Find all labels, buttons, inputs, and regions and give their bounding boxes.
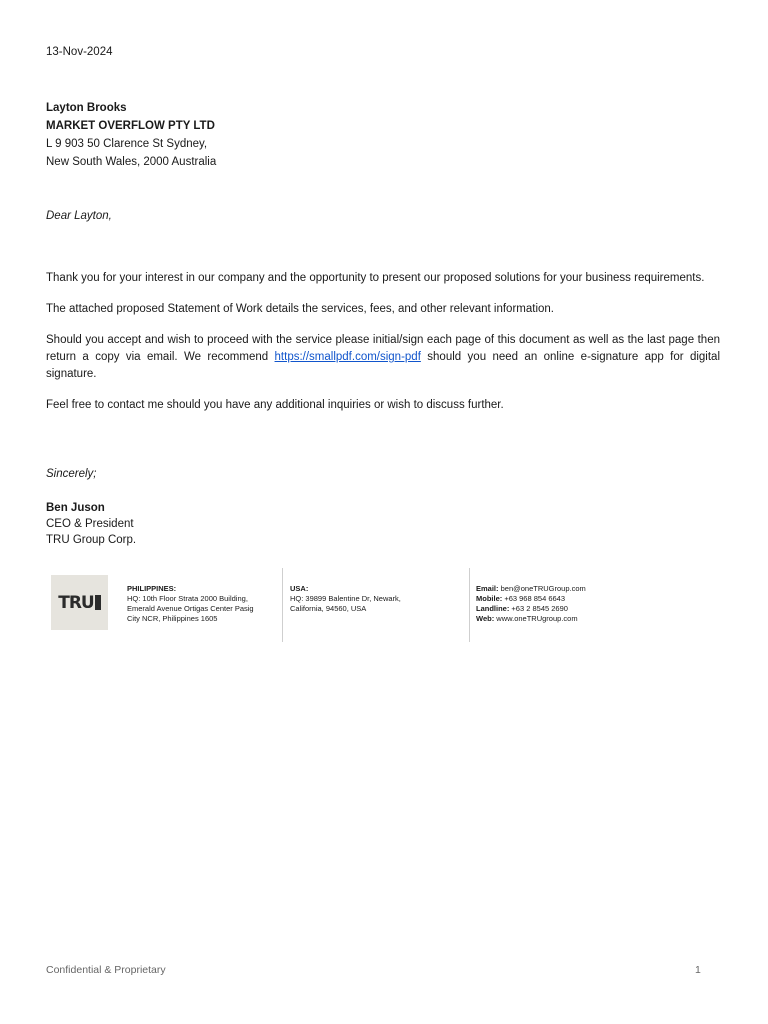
footer-divider bbox=[282, 568, 283, 642]
recipient-name: Layton Brooks bbox=[46, 102, 127, 114]
esignature-link[interactable]: https://smallpdf.com/sign-pdf bbox=[274, 351, 421, 363]
mobile-value: +63 968 854 6643 bbox=[502, 594, 566, 603]
paragraph-contact: Feel free to contact me should you have any additional inquiries or wish to discuss further. bbox=[46, 399, 504, 411]
philippines-heading: PHILIPPINES: bbox=[127, 584, 177, 593]
usa-address bbox=[290, 584, 440, 614]
recipient-address-line2: New South Wales, 2000 Australia bbox=[46, 156, 217, 168]
recipient-block bbox=[46, 99, 216, 171]
philippines-address bbox=[127, 584, 277, 624]
page-number: 1 bbox=[695, 964, 701, 976]
signature-block bbox=[46, 500, 136, 548]
paragraph-sow: The attached proposed Statement of Work details the services, fees, and other relevant information. bbox=[46, 303, 554, 315]
landline-label: Landline: bbox=[476, 604, 510, 613]
paragraph-sign-text-before: Should you accept and wish to proceed with the service please initial/sign each page of this document as well as the last page then return a copy via email. We recommend bbox=[46, 334, 720, 363]
mobile-label: Mobile: bbox=[476, 594, 503, 603]
contact-email bbox=[476, 584, 676, 594]
signer-company: TRU Group Corp. bbox=[46, 534, 137, 546]
contact-landline bbox=[476, 604, 676, 614]
web-value: www.oneTRUgroup.com bbox=[494, 614, 578, 623]
logo-tab-icon bbox=[95, 595, 101, 610]
philippines-line1: HQ: 10th Floor Strata 2000 Building, bbox=[127, 594, 248, 603]
signer-name: Ben Juson bbox=[46, 502, 105, 514]
paragraph-intro: Thank you for your interest in our company and the opportunity to present our proposed solutions for your business requirements. bbox=[46, 272, 705, 284]
letter-date: 13-Nov-2024 bbox=[46, 46, 113, 58]
company-footer bbox=[46, 568, 726, 644]
philippines-line2: Emerald Avenue Ortigas Center Pasig bbox=[127, 604, 254, 613]
usa-heading: USA: bbox=[290, 584, 309, 593]
philippines-line3: City NCR, Philippines 1605 bbox=[127, 614, 218, 623]
letter-body bbox=[46, 270, 720, 428]
contact-web bbox=[476, 614, 676, 624]
contact-info bbox=[476, 584, 676, 624]
paragraph-sign-text-after: should you need an online e-signature app for digital signature. bbox=[46, 351, 720, 380]
contact-mobile bbox=[476, 594, 676, 604]
salutation: Dear Layton, bbox=[46, 210, 112, 222]
closing: Sincerely; bbox=[46, 468, 97, 480]
tru-logo bbox=[51, 575, 108, 630]
usa-line2: California, 94560, USA bbox=[290, 604, 367, 613]
signer-title: CEO & President bbox=[46, 518, 134, 530]
email-value: ben@oneTRUGroup.com bbox=[498, 584, 586, 593]
paragraph-sign bbox=[46, 332, 720, 383]
footer-divider bbox=[469, 568, 470, 642]
recipient-company: MARKET OVERFLOW PTY LTD bbox=[46, 120, 215, 132]
landline-value: +63 2 8545 2690 bbox=[509, 604, 568, 613]
email-label: Email: bbox=[476, 584, 499, 593]
web-label: Web: bbox=[476, 614, 495, 623]
confidential-notice: Confidential & Proprietary bbox=[46, 964, 166, 976]
usa-line1: HQ: 39899 Balentine Dr, Newark, bbox=[290, 594, 401, 603]
logo-text: TRU bbox=[58, 592, 94, 613]
recipient-address-line1: L 9 903 50 Clarence St Sydney, bbox=[46, 138, 208, 150]
